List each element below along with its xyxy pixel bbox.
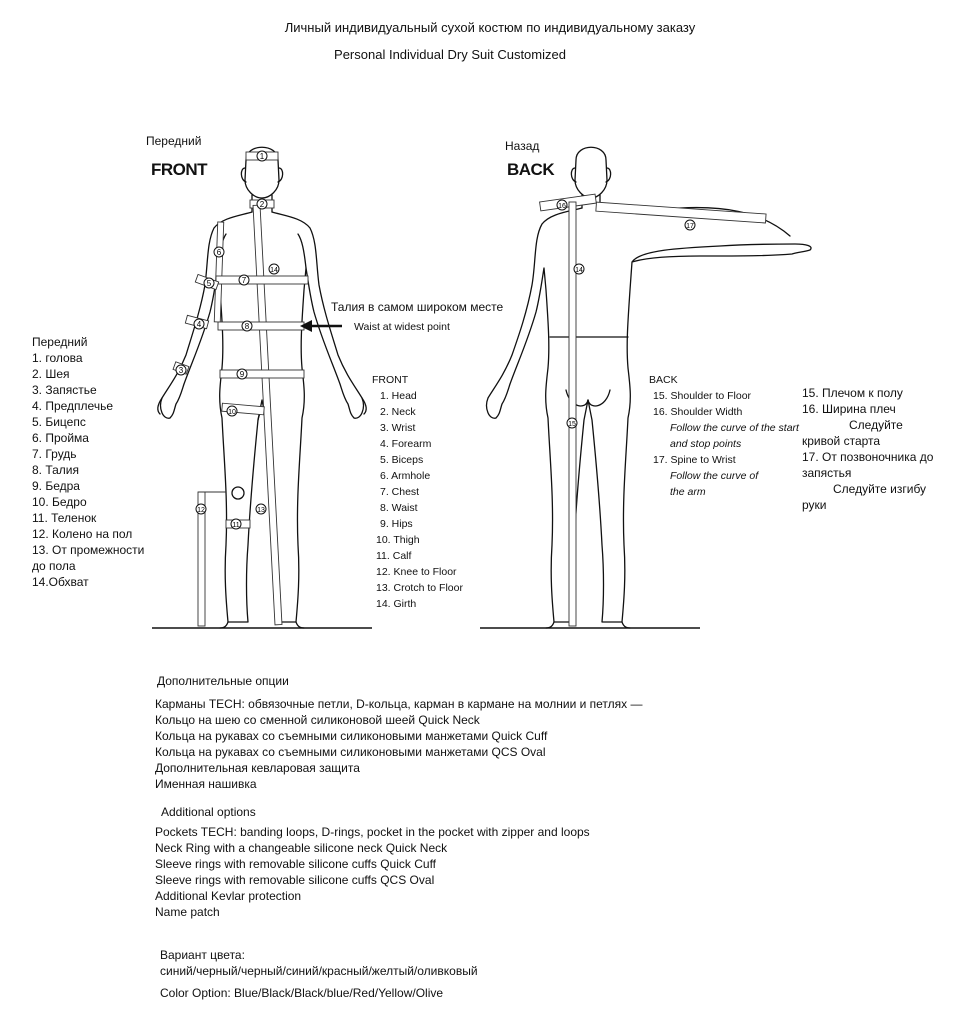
list-item: 13. Crotch to Floor [376, 582, 463, 594]
color-option-ru-values: синий/черный/черный/синий/красный/желтый/оливковый [160, 964, 478, 978]
options-en [155, 804, 590, 920]
list-item: 4. Forearm [380, 438, 432, 450]
svg-text:14: 14 [270, 267, 278, 274]
back-list-en [649, 372, 799, 500]
list-item: 15. Shoulder to Floor [653, 390, 752, 402]
marker-15 [567, 418, 577, 428]
list-item: 3. Запястье [32, 383, 97, 397]
list-item: 8. Талия [32, 463, 80, 477]
list-item: 17. От позвоночника до [802, 450, 934, 464]
list-item: 14.Обхват [32, 575, 89, 589]
list-item: 10. Thigh [376, 534, 420, 546]
marker-14 [269, 264, 279, 274]
front-label-ru: Передний [146, 134, 202, 148]
list-item: Дополнительная кевларовая защита [155, 761, 360, 775]
svg-text:11: 11 [232, 522, 240, 529]
list-item: 7. Грудь [32, 447, 77, 461]
svg-text:6: 6 [216, 248, 222, 257]
list-item: 13. От промежности [32, 543, 145, 557]
svg-text:15: 15 [568, 421, 576, 428]
list-item: 17. Spine to Wrist [653, 454, 736, 466]
svg-text:7: 7 [241, 276, 247, 285]
marker-17 [685, 220, 695, 230]
marker-3 [176, 365, 186, 375]
marker-10 [227, 406, 237, 416]
back-label-ru: Назад [505, 139, 540, 153]
list-item: 5. Biceps [380, 454, 424, 466]
list-item: 7. Chest [380, 486, 420, 498]
title-ru: Личный индивидуальный сухой костюм по индивидуальному заказу [284, 20, 696, 35]
list-item: 11. Теленок [32, 511, 97, 525]
marker-12 [196, 504, 206, 514]
front-list-en-header: FRONT [372, 374, 409, 386]
marker-7 [239, 275, 249, 285]
list-item: and stop points [670, 438, 742, 450]
back-list-en-header: BACK [649, 374, 678, 386]
marker-16 [557, 200, 567, 210]
svg-text:14: 14 [575, 267, 583, 274]
front-list-en [372, 372, 463, 612]
svg-text:17: 17 [686, 223, 694, 230]
list-item: Кольца на рукавах со съемными силиконовыми манжетами QCS Oval [155, 745, 546, 759]
list-item: Sleeve rings with removable silicone cuffs Quick Cuff [155, 857, 437, 871]
svg-text:8: 8 [244, 322, 250, 331]
list-item: Sleeve rings with removable silicone cuffs QCS Oval [155, 873, 435, 887]
list-item: Additional Kevlar protection [155, 889, 302, 903]
marker-8 [242, 321, 252, 331]
marker-6 [214, 247, 224, 257]
waist-arrow [300, 320, 342, 332]
front-tapes [173, 152, 308, 626]
list-item: 16. Ширина плеч [802, 402, 896, 416]
list-item: Follow the curve of [670, 470, 759, 482]
list-item: запястья [802, 466, 852, 480]
waist-callout-en: Waist at widest point [354, 321, 450, 333]
list-item: the arm [670, 486, 706, 498]
options-ru-header: Дополнительные опции [157, 674, 289, 688]
list-item: Кольца на рукавах со съемными силиконовыми манжетами Quick Cuff [155, 729, 548, 743]
list-item: 6. Пройма [32, 431, 89, 445]
marker-2 [257, 199, 267, 209]
options-en-header: Additional options [161, 805, 256, 819]
list-item: Именная нашивка [155, 777, 257, 791]
list-item: Pockets TECH: banding loops, D-rings, pocket in the pocket with zipper and loops [155, 825, 590, 839]
list-item: 12. Knee to Floor [376, 566, 457, 578]
list-item: 3. Wrist [380, 422, 416, 434]
list-item: 2. Neck [380, 406, 416, 418]
list-item: 14. Girth [376, 598, 417, 610]
svg-text:9: 9 [239, 370, 245, 379]
list-item: Name patch [155, 905, 220, 919]
list-item: до пола [32, 559, 76, 573]
back-label-en: BACK [507, 160, 555, 179]
list-item: Следуйте изгибу [833, 482, 927, 496]
front-label-en: FRONT [151, 160, 208, 179]
list-item: Neck Ring with a changeable silicone neck Quick Neck [155, 841, 448, 855]
list-item: 6. Armhole [380, 470, 431, 482]
svg-text:2: 2 [259, 200, 265, 209]
marker-11 [231, 519, 241, 529]
list-item: 8. Waist [380, 502, 418, 514]
marker-9 [237, 369, 247, 379]
svg-text:12: 12 [197, 507, 205, 514]
options-ru [155, 673, 642, 792]
list-item: 1. голова [32, 351, 83, 365]
list-item: Карманы TECH: обвязочные петли, D-кольца, карман в кармане на молнии и петлях — [155, 697, 643, 711]
marker-1 [257, 151, 267, 161]
marker-4 [194, 319, 204, 329]
list-item: кривой старта [802, 434, 881, 448]
front-figure [158, 147, 366, 628]
marker-14-back [574, 264, 584, 274]
svg-text:5: 5 [206, 279, 212, 288]
svg-text:10: 10 [228, 409, 236, 416]
list-item: Кольцо на шею со сменной силиконовой шеей Quick Neck [155, 713, 480, 727]
list-item: 2. Шея [32, 367, 70, 381]
marker-13 [256, 504, 266, 514]
waist-callout-ru: Талия в самом широком месте [331, 300, 504, 314]
color-option-ru-header: Вариант цвета: [160, 948, 245, 962]
front-list-ru [32, 334, 144, 590]
svg-text:4: 4 [196, 320, 202, 329]
list-item: 16. Shoulder Width [653, 406, 743, 418]
list-item: 11. Calf [376, 550, 412, 562]
list-item: 15. Плечом к полу [802, 386, 903, 400]
list-item: 5. Бицепс [32, 415, 86, 429]
list-item: 9. Hips [380, 518, 413, 530]
svg-text:16: 16 [558, 203, 566, 210]
back-list-ru [802, 385, 933, 513]
list-item: 9. Бедра [32, 479, 80, 493]
color-option-en: Color Option: Blue/Black/Black/blue/Red/Yellow/Olive [160, 986, 444, 1000]
list-item: 12. Колено на пол [32, 527, 133, 541]
list-item: Follow the curve of the start [670, 422, 799, 434]
svg-text:3: 3 [178, 366, 184, 375]
svg-text:1: 1 [259, 152, 265, 161]
svg-text:13: 13 [257, 507, 265, 514]
front-list-ru-header: Передний [32, 335, 88, 349]
list-item: 4. Предплечье [32, 399, 114, 413]
list-item: руки [802, 498, 827, 512]
marker-5 [204, 278, 214, 288]
title-en: Personal Individual Dry Suit Customized [334, 47, 566, 62]
list-item: Следуйте [849, 418, 903, 432]
list-item: 10. Бедро [32, 495, 87, 509]
list-item: 1. Head [380, 390, 417, 402]
